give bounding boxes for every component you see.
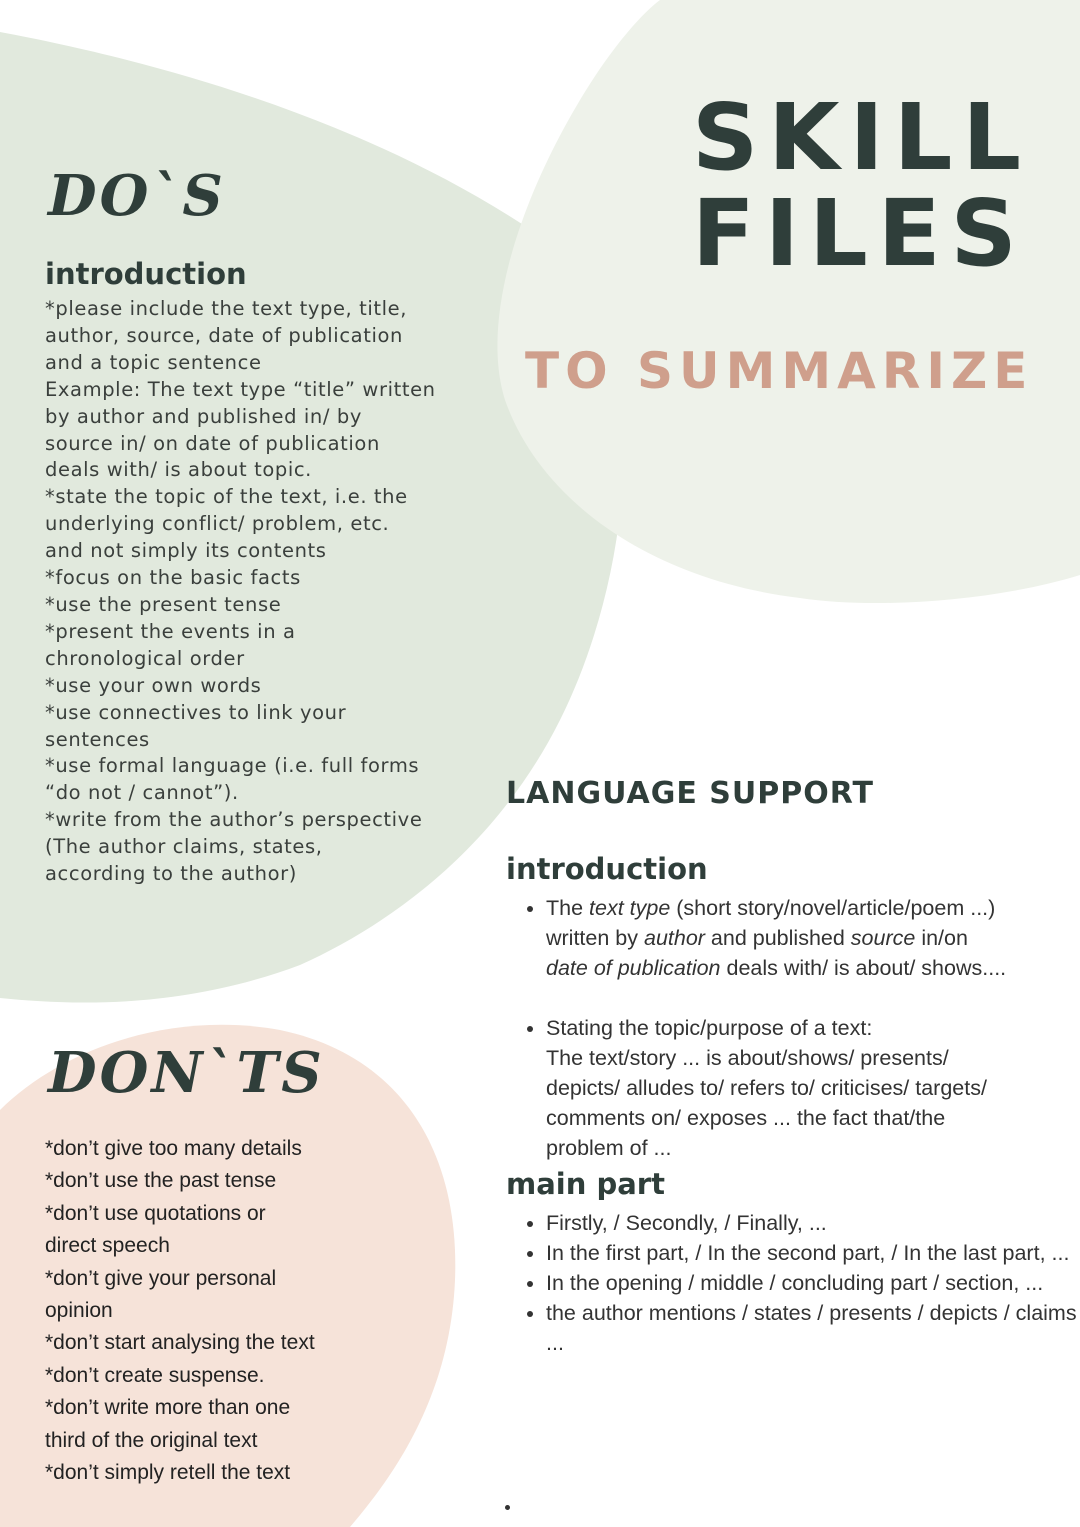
title-skill: SKILL — [692, 84, 1032, 191]
donts-line: *don’t give your personal — [45, 1266, 277, 1290]
donts-line: *don’t start analysing the text — [45, 1331, 315, 1355]
donts-line: *don’t give too many details — [45, 1137, 302, 1160]
dos-line: and not simply its contents — [45, 539, 327, 563]
list-item: • In the opening / middle / concluding part / section, ... — [546, 1268, 1080, 1298]
dos-line: “do not / cannot”). — [45, 781, 239, 805]
title-files: FILES — [692, 180, 1027, 287]
list-item: • In the first part, / In the second part, / In the last part, ... — [546, 1238, 1080, 1268]
subtitle: TO SUMMARIZE — [525, 342, 1034, 400]
stray-dot — [505, 1505, 510, 1510]
ls-main-part-heading: main part — [506, 1167, 665, 1201]
dos-line: *present the events in a — [45, 619, 296, 643]
dos-line: underlying conflict/ problem, etc. — [45, 512, 390, 536]
list-item: • Stating the topic/purpose of a text: The text/story ... is about/shows/ presents/ depicts/ alludes to/ refers to/ criticises/ targets/ comments on/ exposes ... the fact that/the problem of ... — [546, 1013, 1080, 1163]
dos-line: chronological order — [45, 646, 245, 670]
dos-line: deals with/ is about topic. — [45, 458, 312, 482]
donts-line: *don’t use quotations or — [45, 1201, 266, 1225]
dos-line: *use formal language (i.e. full forms — [45, 754, 420, 778]
donts-line: *don’t write more than one — [45, 1396, 291, 1420]
donts-line: *don’t create suspense. — [45, 1363, 265, 1387]
dos-line: source in/ on date of publication — [45, 431, 380, 455]
dos-list — [45, 296, 445, 888]
dos-line: *use your own words — [45, 673, 262, 697]
dos-line: *please include the text type, title, — [45, 297, 408, 320]
donts-heading: DON`TS — [48, 1040, 325, 1106]
dos-line: and a topic sentence — [45, 350, 262, 374]
dos-line: *use connectives to link your — [45, 700, 347, 724]
donts-line: direct speech — [45, 1234, 170, 1258]
dos-line: by author and published in/ by — [45, 404, 362, 428]
dos-line: sentences — [45, 727, 150, 751]
ls-introduction-list — [506, 893, 1080, 1163]
list-item: • The text type (short story/novel/article/poem ...) written by author and published source in/on date of publication deals with/ is about/ shows.... — [546, 893, 1080, 983]
dos-line: (The author claims, states, — [45, 835, 323, 859]
list-item: • the author mentions / states / presents / depicts / claims ... — [546, 1298, 1080, 1358]
dos-line: *use the present tense — [45, 592, 282, 616]
dos-line: *focus on the basic facts — [45, 566, 301, 590]
donts-line: *don’t simply retell the text — [45, 1461, 291, 1485]
ls-introduction-heading: introduction — [506, 852, 708, 886]
dos-line: *state the topic of the text, i.e. the — [45, 485, 408, 509]
list-item: • Firstly, / Secondly, / Finally, ... — [546, 1208, 1080, 1238]
dos-line: author, source, date of publication — [45, 323, 403, 347]
dos-introduction-heading: introduction — [45, 257, 247, 291]
donts-list — [45, 1133, 445, 1489]
dos-line: Example: The text type “title” written — [45, 377, 436, 401]
donts-line: opinion — [45, 1299, 113, 1323]
donts-line: *don’t use the past tense — [45, 1169, 277, 1193]
donts-line: third of the original text — [45, 1428, 258, 1452]
ls-main-part-list — [506, 1208, 1080, 1358]
dos-line: according to the author) — [45, 862, 297, 886]
language-support-heading: LANGUAGE SUPPORT — [506, 776, 874, 811]
dos-heading: DO`S — [48, 163, 226, 229]
dos-line: *write from the author’s perspective — [45, 808, 423, 832]
